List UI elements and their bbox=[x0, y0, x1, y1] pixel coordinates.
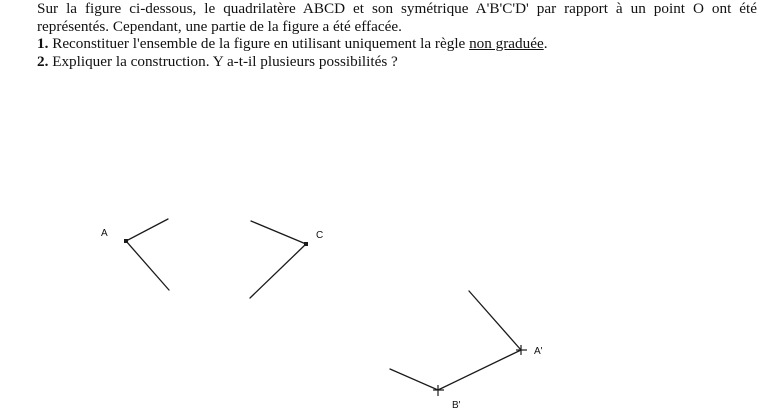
segment-A-prime-B-prime bbox=[438, 350, 521, 390]
statement-line-2: représentés. Cependant, une partie de la figure a été effacée. bbox=[37, 17, 402, 35]
question-1-underlined-text: non graduée bbox=[469, 35, 544, 52]
point-B-prime-cross bbox=[433, 385, 444, 396]
point-A-marker bbox=[124, 239, 128, 243]
segment-AD-partial bbox=[126, 241, 169, 290]
segment-CD-partial bbox=[250, 244, 306, 298]
question-1-number: 1. bbox=[37, 35, 49, 52]
segment-A-prime-D-prime-partial bbox=[469, 291, 521, 350]
label-A: A bbox=[101, 228, 108, 239]
segment-B-prime-C-prime-partial bbox=[390, 369, 438, 390]
label-C: C bbox=[316, 230, 324, 241]
question-2-number: 2. bbox=[37, 52, 49, 70]
point-C-marker bbox=[304, 242, 308, 246]
label-A-prime: A' bbox=[534, 346, 543, 357]
statement-line-1: Sur la figure ci-dessous, le quadrilatère ABCD et son symétrique A'B'C'D' par rapport à un point O ont été bbox=[37, 0, 757, 17]
segment-BC-partial bbox=[251, 221, 306, 244]
question-1-text: Reconstituer l'ensemble de la figure en utilisant uniquement la règle bbox=[48, 35, 470, 52]
question-2-text: Expliquer la construction. Y a-t-il plusieurs possibilités ? bbox=[48, 52, 398, 70]
label-B-prime: B' bbox=[452, 400, 461, 411]
question-1-text-end: . bbox=[543, 35, 548, 52]
segment-AB-partial bbox=[126, 219, 168, 241]
